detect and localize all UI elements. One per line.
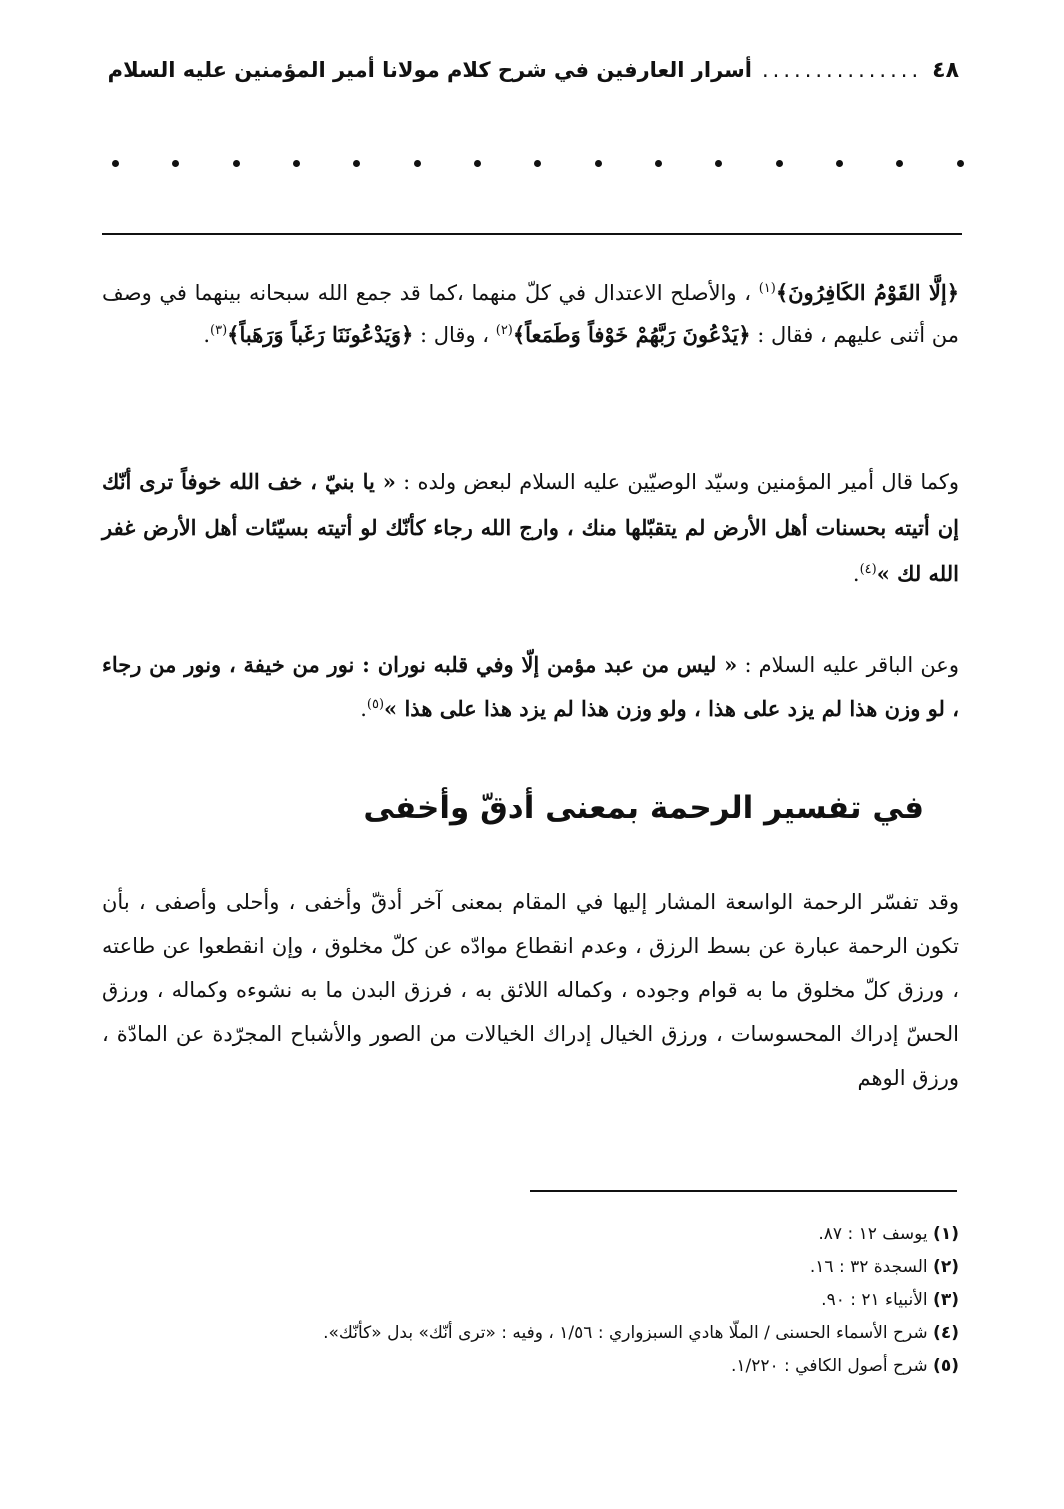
footnote-number: (٢) (933, 1257, 959, 1277)
footnote-number: (١) (933, 1224, 959, 1244)
ornament-dot (233, 160, 240, 167)
paragraph-text: ، وقال : (420, 323, 490, 347)
footnotes (102, 1218, 959, 1383)
ornament-dot (655, 160, 662, 167)
footnote-ref[interactable]: (١) (758, 281, 776, 296)
footnote-number: (٥) (933, 1356, 959, 1376)
header-title-group (108, 58, 959, 83)
paragraph-text: وعن الباقر عليه السلام : (744, 653, 959, 677)
footnote-ref[interactable]: (٢) (495, 323, 513, 338)
page-number: ٤٨ (932, 57, 959, 83)
period: . (360, 697, 367, 721)
running-header (100, 50, 959, 90)
period: . (852, 562, 860, 586)
ornament-dot (353, 160, 360, 167)
header-rule (102, 233, 962, 235)
footnote-text: يوسف ١٢ : ٨٧. (818, 1224, 928, 1244)
paragraph-1 (102, 272, 959, 356)
footnote-ref[interactable]: (٣) (210, 323, 228, 338)
ornament-dot (595, 160, 602, 167)
section-heading: في تفسير الرحمة بمعنى أدقّ وأخفى (363, 790, 924, 826)
paragraph-text: وكما قال أمير المؤمنين وسيّد الوصيّين عليه السلام لبعض ولده : (403, 470, 960, 494)
quran-quote: ﴿وَيَدْعُونَنَا رَغَباً وَرَهَباً﴾ (227, 322, 414, 347)
footnote-text: الأنبياء ٢١ : ٩٠. (821, 1290, 928, 1310)
hadith-quote: « ليس من عبد مؤمن إلّا وفي قلبه نوران : نور من خيفة ، ونور من رجاء ، لو وزن هذا لم يزد على هذا ، ولو وزن هذا لم يزد هذا على هذا » (102, 652, 959, 721)
book-title: أسرار العارفين في شرح كلام مولانا أمير المؤمنين عليه السلام (107, 58, 752, 82)
ornament-dot (474, 160, 481, 167)
ornament-dot (112, 160, 119, 167)
footnote-item (102, 1350, 959, 1383)
footnote-ref[interactable]: (٤) (859, 562, 877, 577)
paragraph-3 (102, 643, 959, 731)
header-leader-dots: ............... (762, 58, 923, 82)
paragraph-text: ، والأصلح الاعتدال في كلّ منهما ،كما قد جمع الله سبحانه بينهما في وصف من أثنى عليهم ، فقال : (102, 281, 959, 347)
footnote-number: (٣) (933, 1290, 959, 1310)
ornament-dot (534, 160, 541, 167)
paragraph-2 (102, 459, 959, 597)
footnote-rule (530, 1190, 957, 1192)
ornament-dot (957, 160, 964, 167)
ornament-dot (715, 160, 722, 167)
footnote-item (102, 1284, 959, 1317)
ornament-dot (836, 160, 843, 167)
ornament-dot (896, 160, 903, 167)
ornament-dot (293, 160, 300, 167)
hadith-quote: « يا بنيّ ، خف الله خوفاً ترى أنّك إن أتيته بحسنات أهل الأرض لم يتقبّلها منك ، وارج الله رجاء كأنّك لو أتيته بسيّئات أهل الأرض غفر الله لك » (102, 469, 959, 586)
footnote-text: السجدة ٣٢ : ١٦. (809, 1257, 928, 1277)
ornament-dot (172, 160, 179, 167)
footnote-text: شرح الأسماء الحسنى / الملّا هادي السبزواري : ١/٥٦ ، وفيه : «ترى أنّك» بدل «كأنّك». (323, 1323, 928, 1343)
footnote-item (102, 1251, 959, 1284)
period: . (203, 323, 211, 347)
paragraph-4: وقد تفسّر الرحمة الواسعة المشار إليها في المقام بمعنى آخر أدقّ وأخفى ، وأحلى وأصفى ، بأن تكون الرحمة عبارة عن بسط الرزق ، وعدم انقطاع موادّه عن كلّ مخلوق ، وإن انقطعوا عن طاعته ، ورزق كلّ مخلوق ما به قوام وجوده ، وكماله اللائق به ، فرزق البدن ما به نشوءه وكماله ، ورزق الحسّ إدراك المحسوسات ، ورزق الخيال إدراك الخيالات من الصور والأشباح المجرّدة عن المادّة ، ورزق الوهم (102, 890, 959, 1090)
footnote-text: شرح أصول الكافي : ١/٢٢٠. (730, 1356, 928, 1376)
quran-quote: ﴿يَدْعُونَ رَبَّهُمْ خَوْفاً وَطَمَعاً﴾ (512, 322, 751, 347)
quran-quote: ﴿إلَّا القَوْمُ الكَافِرُونَ﴾ (775, 280, 959, 305)
ornament-dot-row (112, 148, 964, 178)
footnote-item (102, 1218, 959, 1251)
footnote-item (102, 1317, 959, 1350)
ornament-dot (414, 160, 421, 167)
ornament-dot (776, 160, 783, 167)
footnote-ref[interactable]: (٥) (366, 697, 385, 712)
footnote-number: (٤) (933, 1323, 959, 1343)
